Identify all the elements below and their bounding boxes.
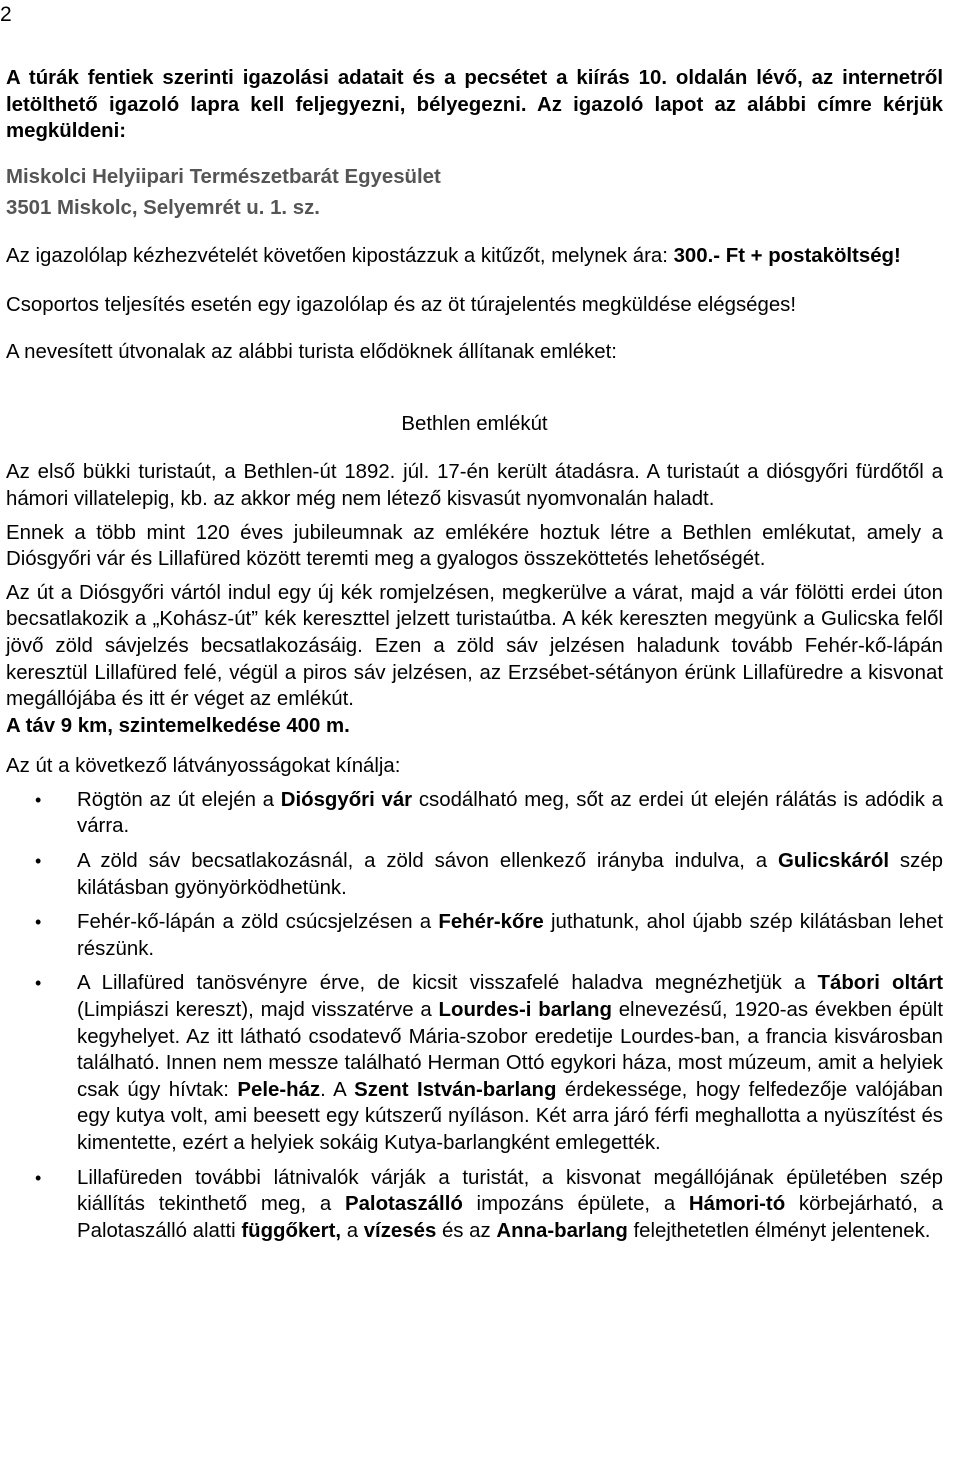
list-item-text: szép kilátásban gyönyörködhetünk.: [77, 850, 943, 899]
list-item-text: csodálható meg, sőt az erdei út elején rálátás is adódik a várra.: [77, 788, 943, 838]
list-item-text: elnevezésű, 1920-as években épült kegyhelyet. Az itt látható csodatevő Mária-szobor eredetije Lourdes-ban, a francia kisvárosban található. Innen nem messze található Herman Ottó egykori háza, most múzeum, amit a helyiek csak úgy hívtak:: [77, 999, 943, 1101]
list-item-text: Rögtön az út elején a: [77, 788, 281, 811]
list-item-highlight: Szent István-barlang: [354, 1078, 557, 1101]
list-item: [6, 909, 943, 962]
list-item-text: és az: [436, 1219, 497, 1242]
distance-info: A táv 9 km, szintemelkedése 400 m.: [6, 714, 350, 737]
list-item-highlight: vízesés: [363, 1219, 437, 1242]
sights-list: [6, 787, 943, 1245]
list-item-highlight: Palotaszálló: [344, 1193, 463, 1216]
list-item-text: érdekessége, hogy felfedezője valójában egy kutya volt, ami beesett egy kútszerű nyíláson. Két arra járó férfi meghallotta a nyüszítést és kimentette, ezért a helyiek sokáig Kutya-barlangként emlegették.: [77, 1078, 943, 1154]
list-item-text: A Lillafüred tanösvényre érve, de kicsit visszafelé haladva megnézhetjük a: [77, 972, 818, 995]
bullet-icon: •: [35, 851, 42, 872]
list-item: [6, 848, 943, 901]
list-item-text: felejthetetlen élményt jelentenek.: [627, 1219, 931, 1242]
list-item-text: Fehér-kő-lápán a zöld csúcsjelzésen a: [77, 911, 439, 934]
list-item-text: juthatunk, ahol újabb szép kilátásban lehet részünk.: [77, 911, 943, 960]
list-item-highlight: Lourdes-i barlang: [438, 999, 612, 1022]
document-body: [6, 0, 943, 1252]
named-routes-note: A nevesített útvonalak az alábbi turista elődöknek állítanak emléket:: [6, 341, 617, 364]
address-line-1: Miskolci Helyiipari Természetbarát Egyesület: [6, 165, 441, 188]
section-title: Bethlen emlékút: [401, 412, 548, 435]
sights-intro: Az út a következő látványosságokat kínálja:: [6, 755, 401, 778]
price-paragraph: [6, 243, 943, 270]
list-item-highlight: Anna-barlang: [496, 1219, 628, 1242]
list-item-highlight: Gulicskáról: [777, 850, 890, 873]
list-item-text: A zöld sáv becsatlakozásnál, a zöld sávon ellenkező irányba indulva, a: [77, 850, 778, 873]
list-item-highlight: Pele-ház: [237, 1078, 321, 1101]
bullet-icon: •: [35, 973, 42, 994]
list-item-text: . A: [320, 1078, 355, 1101]
bullet-icon: •: [35, 912, 42, 933]
list-item-highlight: Tábori oltárt: [817, 972, 943, 995]
list-item-highlight: függőkert,: [241, 1219, 342, 1242]
route-description: Az út a Diósgyőri vártól indul egy új kék romjelzésen, megkerülve a várat, majd a vár fölötti erdei úton becsatlakozik a „Kohász-út” kék kereszttel jelzett turistaútba. A kék kereszten megyünk a Gulicska felől jövő zöld sávjelzés becsatlakozásáig. Ezen a zöld sáv jelzésen haladunk tovább Fehér-kő-lápán keresztül Lillafüred felé, végül a piros sáv jelzésen, az Erzsébet-sétányon érünk Lillafüredre a kisvonat megállójába és itt ér véget az emlékút.: [6, 581, 943, 711]
list-item: [6, 787, 943, 840]
intro-request: Az igazoló lapot az alábbi címre kérjük megküldeni:: [6, 93, 943, 143]
list-item-highlight: Fehér-kőre: [438, 911, 544, 934]
list-item-highlight: Hámori-tó: [688, 1193, 786, 1216]
list-item-text: körbejárható, a Palotaszálló alatti: [77, 1193, 943, 1242]
list-item: [6, 1165, 943, 1245]
bullet-icon: •: [35, 789, 42, 810]
page-number: 2: [0, 3, 12, 26]
address-line-2: 3501 Miskolc, Selyemrét u. 1. sz.: [6, 197, 320, 220]
list-item-text: (Limpiászi kereszt), majd visszatérve a: [77, 999, 439, 1022]
intro-text: A túrák fentiek szerinti igazolási adatait és a pecsétet a kiírás 10. oldalán lévő, az internetről letölthető igazoló lapra kell feljegyezni, bélyegezni.: [6, 67, 943, 116]
group-note: Csoportos teljesítés esetén egy igazolólap és az öt túrajelentés megküldése elégséges!: [6, 293, 797, 316]
list-item-text: impozáns épülete, a: [462, 1193, 689, 1216]
list-item-text: Lillafüreden további látnivalók várják a turistát, a kisvonat megállójának épületében szép kiállítás tekinthető meg, a: [77, 1166, 943, 1216]
jubilee-paragraph: Ennek a több mint 120 éves jubileumnak az emlékére hoztuk létre a Bethlen emlékutat, amely a Diósgyőri vár és Lillafüred között teremti meg a gyalogos összeköttetés lehetőségét.: [6, 521, 943, 571]
list-item-text: a: [341, 1219, 364, 1242]
list-item-highlight: Diósgyőri vár: [280, 788, 413, 811]
list-item: [6, 970, 943, 1156]
price-text: Az igazolólap kézhezvételét követően kipostázzuk a kitűzőt, melynek ára:: [6, 244, 674, 267]
price-amount: 300.- Ft + postaköltség!: [673, 244, 901, 267]
intro-paragraph: [6, 65, 943, 145]
bullet-icon: •: [35, 1167, 42, 1188]
history-paragraph: Az első bükki turistaút, a Bethlen-út 1892. júl. 17-én került átadásra. A turistaút a diósgyőri fürdőtől a hámori villatelepig, kb. az akkor még nem létező kisvasút nyomvonalán haladt.: [6, 461, 943, 510]
